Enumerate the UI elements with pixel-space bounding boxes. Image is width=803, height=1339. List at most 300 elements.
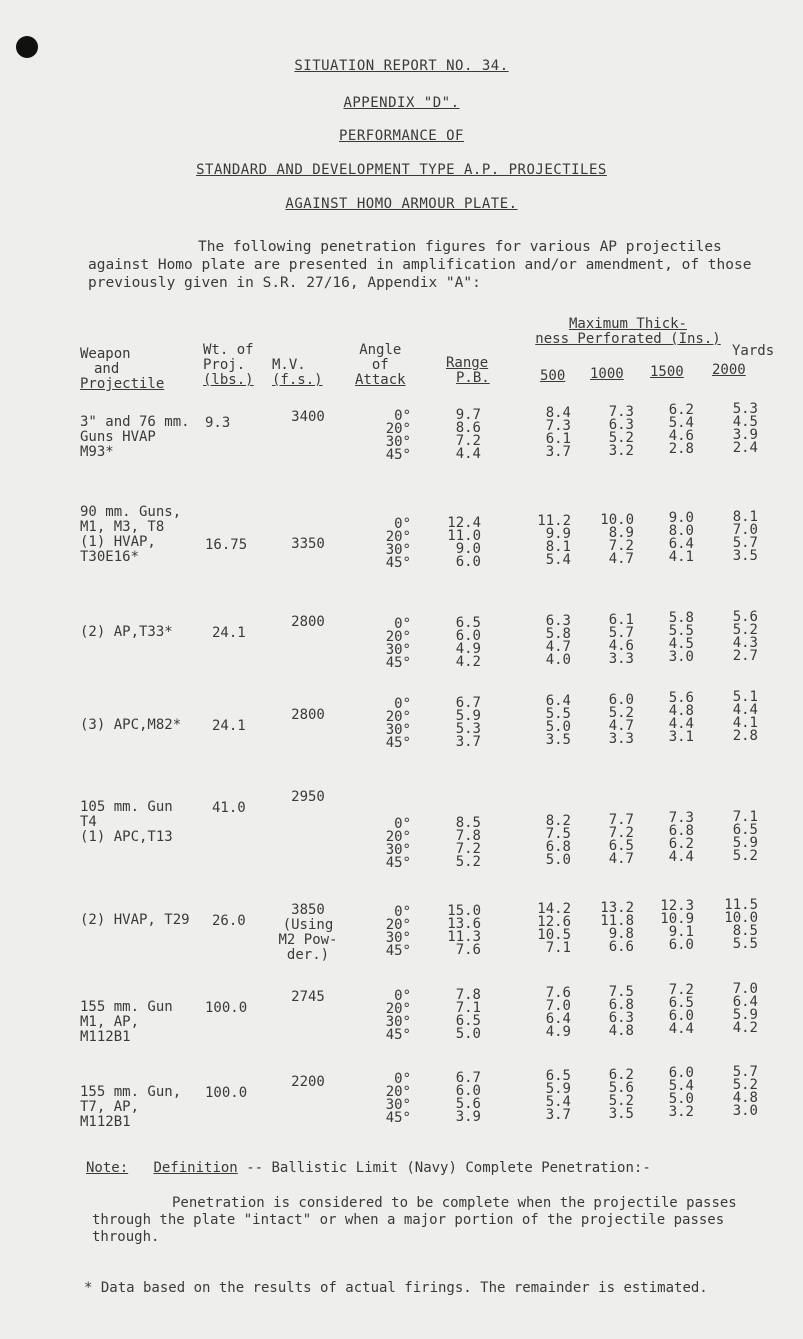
- pb-cell: 8.6: [455, 419, 481, 436]
- pb-cell: 5.6: [455, 1095, 481, 1112]
- angle-cell: 45°: [385, 943, 411, 959]
- y1000-column: [598, 899, 634, 955]
- weapon-line: (1) HVAP,: [80, 534, 156, 550]
- y2000-column: [722, 688, 758, 744]
- pb-cell: 5.0: [455, 1025, 481, 1042]
- y1500-cell: 3.0: [668, 649, 694, 665]
- angle-cell: 0°: [394, 988, 411, 1004]
- weight-cell: 26.0: [212, 913, 246, 929]
- velocity-line: 2800: [291, 707, 325, 723]
- angle-column: [375, 906, 411, 958]
- y500-cell: 4.0: [545, 652, 571, 668]
- y1500-cell: 9.0: [668, 510, 694, 526]
- angle-cell: 45°: [385, 855, 411, 871]
- y500-cell: 3.7: [545, 1107, 571, 1123]
- pb-column: [445, 694, 481, 750]
- velocity-line: 2950: [291, 789, 325, 805]
- y1000-cell: 4.7: [608, 717, 634, 734]
- y1000-cell: 13.2: [600, 899, 634, 916]
- header-500: 500: [540, 368, 566, 384]
- pb-column: [445, 814, 481, 870]
- y2000-cell: 2.8: [732, 727, 758, 744]
- weapon-cell: [80, 415, 220, 460]
- y2000-cell: 8.5: [732, 922, 758, 939]
- y2000-column: [722, 400, 758, 456]
- angle-cell: 30°: [385, 1014, 411, 1030]
- angle-cell: 30°: [385, 434, 411, 450]
- y1000-cell: 5.7: [608, 624, 634, 641]
- velocity-cell: [268, 990, 348, 1005]
- header-yards: Yards: [732, 343, 775, 359]
- y500-cell: 14.2: [537, 901, 571, 917]
- y500-cell: 7.6: [545, 985, 571, 1001]
- y2000-cell: 5.2: [732, 1076, 758, 1093]
- y500-column: [535, 903, 571, 955]
- y1500-cell: 4.8: [668, 703, 694, 719]
- y500-column: [535, 1070, 571, 1122]
- y2000-cell: 4.2: [732, 1019, 758, 1036]
- y2000-cell: 5.2: [732, 621, 758, 638]
- y1000-cell: 5.2: [608, 1092, 634, 1109]
- y2000-cell: 5.9: [732, 834, 758, 851]
- pb-cell: 8.5: [455, 814, 481, 831]
- velocity-line: 3350: [291, 536, 325, 552]
- y500-cell: 7.3: [545, 418, 571, 434]
- pb-column: [445, 986, 481, 1042]
- y1000-cell: 7.2: [608, 824, 634, 841]
- weight-cell: 100.0: [205, 1085, 248, 1101]
- pb-cell: 9.7: [455, 406, 481, 423]
- velocity-line: 3850: [291, 902, 325, 918]
- weapon-line: M112B1: [80, 1114, 131, 1130]
- weapon-line: M1, M3, T8: [80, 519, 165, 535]
- weight-cell: 16.75: [205, 537, 248, 553]
- y1500-cell: 2.8: [668, 441, 694, 457]
- angle-cell: 20°: [385, 529, 411, 545]
- angle-cell: 45°: [385, 447, 411, 463]
- angle-cell: 30°: [385, 642, 411, 658]
- y500-cell: 3.5: [545, 732, 571, 748]
- y1000-column: [598, 691, 634, 747]
- y2000-cell: 7.0: [732, 521, 758, 538]
- pb-cell: 4.2: [455, 653, 481, 670]
- y2000-cell: 3.5: [732, 547, 758, 564]
- angle-cell: 20°: [385, 917, 411, 933]
- weapon-line: M93*: [80, 444, 114, 460]
- angle-cell: 20°: [385, 629, 411, 645]
- pb-cell: 7.1: [455, 999, 481, 1016]
- y2000-cell: 4.1: [732, 714, 758, 731]
- y2000-column: [722, 608, 758, 664]
- y500-column: [535, 515, 571, 567]
- pb-cell: 6.0: [455, 1082, 481, 1099]
- y500-column: [535, 615, 571, 667]
- header-angle: Angle of Attack: [355, 342, 406, 388]
- weapon-line: 90 mm. Guns,: [80, 504, 182, 520]
- y500-cell: 12.6: [537, 914, 571, 930]
- y2000-column: [722, 896, 758, 952]
- y500-cell: 5.8: [545, 626, 571, 642]
- y500-cell: 7.5: [545, 826, 571, 842]
- report-title: SITUATION REPORT NO. 34.: [294, 58, 509, 74]
- note-body: Penetration is considered to be complete when the projectile passes through the plate "intact" or when a major portion of the projectile passes through.: [92, 1195, 737, 1245]
- pb-cell: 11.3: [447, 928, 481, 945]
- y1000-cell: 6.0: [608, 691, 634, 708]
- y2000-column: [722, 980, 758, 1036]
- angle-cell: 20°: [385, 709, 411, 725]
- y2000-cell: 6.4: [732, 993, 758, 1010]
- y1000-column: [598, 811, 634, 867]
- y1000-cell: 5.2: [608, 429, 634, 446]
- angle-cell: 0°: [394, 408, 411, 424]
- y1000-cell: 5.6: [608, 1079, 634, 1096]
- y1500-column: [658, 692, 694, 744]
- pb-cell: 7.2: [455, 840, 481, 857]
- velocity-cell: [268, 410, 348, 425]
- angle-column: [375, 410, 411, 462]
- angle-column: [375, 618, 411, 670]
- y1500-column: [658, 812, 694, 864]
- y500-cell: 7.0: [545, 998, 571, 1014]
- angle-cell: 30°: [385, 930, 411, 946]
- y1000-cell: 7.5: [608, 983, 634, 1000]
- note-line: Note: Definition -- Ballistic Limit (Navy) Complete Penetration:-: [86, 1160, 651, 1176]
- weapon-line: 155 mm. Gun,: [80, 1084, 182, 1100]
- y1000-cell: 4.6: [608, 637, 634, 654]
- y1500-cell: 5.6: [668, 690, 694, 706]
- y1000-cell: 4.7: [608, 850, 634, 867]
- y500-cell: 6.8: [545, 839, 571, 855]
- y500-cell: 10.5: [537, 927, 571, 943]
- y2000-cell: 7.1: [732, 808, 758, 825]
- y1000-column: [598, 1066, 634, 1122]
- y500-column: [535, 407, 571, 459]
- weapon-cell: [80, 913, 220, 928]
- appendix-title: APPENDIX "D".: [343, 95, 460, 111]
- weapon-cell: [80, 505, 220, 565]
- y1500-cell: 3.1: [668, 729, 694, 745]
- weight-cell: 24.1: [212, 625, 246, 641]
- y1000-cell: 8.9: [608, 524, 634, 541]
- y500-cell: 5.0: [545, 852, 571, 868]
- y500-cell: 6.1: [545, 431, 571, 447]
- header-range: Range P.B.: [446, 355, 490, 386]
- velocity-line: 2745: [291, 989, 325, 1005]
- y500-cell: 5.5: [545, 706, 571, 722]
- y1500-column: [658, 900, 694, 952]
- y1500-cell: 5.5: [668, 623, 694, 639]
- y1000-cell: 3.3: [608, 650, 634, 667]
- y1500-column: [658, 404, 694, 456]
- pb-cell: 5.2: [455, 853, 481, 870]
- y2000-cell: 6.5: [732, 821, 758, 838]
- pb-cell: 6.5: [455, 614, 481, 631]
- y2000-cell: 5.1: [732, 688, 758, 705]
- weapon-cell: [80, 1085, 220, 1130]
- y500-cell: 5.4: [545, 1094, 571, 1110]
- header-weight: Wt. of Proj. (lbs.): [203, 342, 254, 388]
- y2000-cell: 4.4: [732, 701, 758, 718]
- weapon-line: (2) HVAP, T29: [80, 912, 190, 928]
- y500-cell: 11.2: [537, 513, 571, 529]
- pb-cell: 15.0: [447, 902, 481, 919]
- pb-cell: 3.9: [455, 1108, 481, 1125]
- pb-cell: 13.6: [447, 915, 481, 932]
- weight-cell: 24.1: [212, 718, 246, 734]
- y1500-cell: 4.5: [668, 636, 694, 652]
- y1500-cell: 6.0: [668, 1008, 694, 1024]
- weapon-line: M1, AP,: [80, 1014, 140, 1030]
- y1500-column: [658, 984, 694, 1036]
- y1000-column: [598, 983, 634, 1039]
- angle-column: [375, 1073, 411, 1125]
- pb-column: [445, 1069, 481, 1125]
- y2000-column: [722, 808, 758, 864]
- header-max-thickness: Maximum Thick- ness Perforated (Ins.): [535, 316, 721, 347]
- angle-cell: 45°: [385, 655, 411, 671]
- angle-cell: 0°: [394, 904, 411, 920]
- angle-cell: 45°: [385, 735, 411, 751]
- y1000-cell: 11.8: [600, 912, 634, 929]
- weapon-line: (3) APC,M82*: [80, 717, 182, 733]
- title-line-3: AGAINST HOMO ARMOUR PLATE.: [285, 196, 518, 212]
- y2000-column: [722, 508, 758, 564]
- y1000-column: [598, 611, 634, 667]
- y500-cell: 4.7: [545, 639, 571, 655]
- y2000-cell: 4.3: [732, 634, 758, 651]
- y1500-cell: 5.8: [668, 610, 694, 626]
- y1500-cell: 8.0: [668, 523, 694, 539]
- pb-cell: 6.7: [455, 694, 481, 711]
- weight-cell: 41.0: [212, 800, 246, 816]
- angle-cell: 20°: [385, 1084, 411, 1100]
- y2000-cell: 5.6: [732, 608, 758, 625]
- y1500-cell: 5.0: [668, 1091, 694, 1107]
- pb-cell: 6.0: [455, 627, 481, 644]
- angle-cell: 0°: [394, 816, 411, 832]
- angle-cell: 45°: [385, 1110, 411, 1126]
- pb-column: [445, 614, 481, 670]
- y500-cell: 6.5: [545, 1068, 571, 1084]
- y500-cell: 6.3: [545, 613, 571, 629]
- velocity-line: 2200: [291, 1074, 325, 1090]
- y1000-cell: 10.0: [600, 511, 634, 528]
- angle-cell: 45°: [385, 555, 411, 571]
- y500-cell: 5.4: [545, 552, 571, 568]
- y1500-cell: 4.4: [668, 849, 694, 865]
- y1500-cell: 9.1: [668, 924, 694, 940]
- y1000-cell: 6.3: [608, 416, 634, 433]
- y2000-cell: 5.2: [732, 847, 758, 864]
- pb-cell: 5.9: [455, 707, 481, 724]
- pb-cell: 6.5: [455, 1012, 481, 1029]
- velocity-cell: [268, 1075, 348, 1090]
- pb-cell: 7.8: [455, 827, 481, 844]
- weight-cell: 9.3: [205, 415, 231, 431]
- y1500-cell: 5.4: [668, 415, 694, 431]
- angle-cell: 20°: [385, 421, 411, 437]
- weapon-line: 155 mm. Gun: [80, 999, 173, 1015]
- pb-cell: 6.0: [455, 553, 481, 570]
- velocity-line: 2800: [291, 614, 325, 630]
- y2000-cell: 5.5: [732, 935, 758, 952]
- y1500-cell: 6.2: [668, 402, 694, 418]
- angle-column: [375, 818, 411, 870]
- angle-column: [375, 698, 411, 750]
- y1000-cell: 6.2: [608, 1066, 634, 1083]
- footnote: * Data based on the results of actual firings. The remainder is estimated.: [84, 1280, 708, 1296]
- velocity-cell: [268, 537, 348, 552]
- intro-paragraph: The following penetration figures for various AP projectiles against Homo plate are presented in amplification and/or amendment, of those previously given in S.R. 27/16, Appendix "A":: [88, 239, 752, 291]
- y2000-cell: 5.7: [732, 534, 758, 551]
- velocity-cell: [268, 615, 348, 630]
- y500-cell: 3.7: [545, 444, 571, 460]
- angle-column: [375, 990, 411, 1042]
- angle-cell: 0°: [394, 616, 411, 632]
- pb-cell: 7.2: [455, 432, 481, 449]
- weapon-line: (1) APC,T13: [80, 829, 173, 845]
- y2000-cell: 5.3: [732, 400, 758, 417]
- y2000-cell: 5.9: [732, 1006, 758, 1023]
- weapon-line: (2) AP,T33*: [80, 624, 173, 640]
- y2000-cell: 5.7: [732, 1063, 758, 1080]
- title-line-2: STANDARD AND DEVELOPMENT TYPE A.P. PROJECTILES: [196, 162, 607, 178]
- velocity-cell: [268, 903, 348, 963]
- y500-cell: 5.0: [545, 719, 571, 735]
- header-2000: 2000: [712, 362, 746, 378]
- weapon-cell: [80, 800, 220, 845]
- y2000-cell: 4.5: [732, 413, 758, 430]
- y1000-cell: 6.8: [608, 996, 634, 1013]
- y500-column: [535, 695, 571, 747]
- weight-cell: 100.0: [205, 1000, 248, 1016]
- y1000-cell: 4.7: [608, 550, 634, 567]
- y2000-cell: 4.8: [732, 1089, 758, 1106]
- velocity-line: 3400: [291, 409, 325, 425]
- y500-cell: 6.4: [545, 693, 571, 709]
- angle-cell: 30°: [385, 542, 411, 558]
- y2000-cell: 7.0: [732, 980, 758, 997]
- weapon-cell: [80, 718, 220, 733]
- angle-column: [375, 518, 411, 570]
- weapon-line: T30E16*: [80, 549, 140, 565]
- pb-cell: 3.7: [455, 733, 481, 750]
- y1500-column: [658, 612, 694, 664]
- pb-column: [445, 514, 481, 570]
- y500-cell: 8.2: [545, 813, 571, 829]
- weapon-line: Guns HVAP: [80, 429, 156, 445]
- y1500-cell: 5.4: [668, 1078, 694, 1094]
- angle-cell: 0°: [394, 1071, 411, 1087]
- y1500-cell: 4.4: [668, 716, 694, 732]
- y1500-cell: 4.1: [668, 549, 694, 565]
- y1500-cell: 10.9: [660, 911, 694, 927]
- angle-cell: 20°: [385, 829, 411, 845]
- pb-column: [445, 902, 481, 958]
- y1500-cell: 7.3: [668, 810, 694, 826]
- y1500-cell: 6.5: [668, 995, 694, 1011]
- y1500-column: [658, 512, 694, 564]
- y2000-cell: 10.0: [724, 909, 758, 926]
- y2000-cell: 2.4: [732, 439, 758, 456]
- pb-cell: 11.0: [447, 527, 481, 544]
- y1000-column: [598, 403, 634, 459]
- y1500-column: [658, 1067, 694, 1119]
- weapon-line: 3" and 76 mm.: [80, 414, 190, 430]
- angle-cell: 30°: [385, 842, 411, 858]
- y1500-cell: 6.4: [668, 536, 694, 552]
- y500-column: [535, 987, 571, 1039]
- y1000-cell: 3.3: [608, 730, 634, 747]
- weapon-line: T4: [80, 814, 97, 830]
- y2000-cell: 3.9: [732, 426, 758, 443]
- y1000-cell: 3.5: [608, 1105, 634, 1122]
- y1000-cell: 7.2: [608, 537, 634, 554]
- velocity-line: M2 Pow-: [278, 932, 338, 948]
- y1500-cell: 6.2: [668, 836, 694, 852]
- y1500-cell: 6.8: [668, 823, 694, 839]
- y1500-cell: 6.0: [668, 1065, 694, 1081]
- weapon-line: M112B1: [80, 1029, 131, 1045]
- angle-cell: 30°: [385, 722, 411, 738]
- pb-cell: 5.3: [455, 720, 481, 737]
- velocity-cell: [268, 708, 348, 723]
- y1500-cell: 7.2: [668, 982, 694, 998]
- angle-cell: 0°: [394, 516, 411, 532]
- y1000-cell: 3.2: [608, 442, 634, 459]
- y500-cell: 7.1: [545, 940, 571, 956]
- pb-cell: 7.6: [455, 941, 481, 958]
- y1500-cell: 3.2: [668, 1104, 694, 1120]
- weapon-line: T7, AP,: [80, 1099, 140, 1115]
- velocity-line: (Using: [282, 917, 334, 933]
- y1000-cell: 6.5: [608, 837, 634, 854]
- pb-cell: 12.4: [447, 514, 481, 531]
- angle-cell: 30°: [385, 1097, 411, 1113]
- pb-cell: 9.0: [455, 540, 481, 557]
- y2000-column: [722, 1063, 758, 1119]
- y500-column: [535, 815, 571, 867]
- velocity-line: der.): [286, 947, 330, 963]
- weapon-cell: [80, 625, 220, 640]
- y500-cell: 8.4: [545, 405, 571, 421]
- pb-cell: 7.8: [455, 986, 481, 1003]
- y500-cell: 4.9: [545, 1024, 571, 1040]
- pb-cell: 4.4: [455, 445, 481, 462]
- header-velocity: M.V. (f.s.): [272, 357, 323, 388]
- y1000-cell: 6.1: [608, 611, 634, 628]
- y500-cell: 8.1: [545, 539, 571, 555]
- y1000-cell: 6.3: [608, 1009, 634, 1026]
- angle-cell: 45°: [385, 1027, 411, 1043]
- y1000-cell: 4.8: [608, 1022, 634, 1039]
- y2000-cell: 11.5: [724, 896, 758, 913]
- header-1000: 1000: [590, 366, 624, 382]
- y1000-cell: 7.7: [608, 811, 634, 828]
- y1500-cell: 4.6: [668, 428, 694, 444]
- punch-hole: [16, 36, 38, 58]
- title-line-1: PERFORMANCE OF: [338, 128, 464, 144]
- y1500-cell: 4.4: [668, 1021, 694, 1037]
- header-1500: 1500: [650, 364, 684, 380]
- y2000-cell: 2.7: [732, 647, 758, 664]
- angle-cell: 20°: [385, 1001, 411, 1017]
- y1000-column: [598, 511, 634, 567]
- velocity-cell: [268, 790, 348, 805]
- y1000-cell: 7.3: [608, 403, 634, 420]
- y500-cell: 6.4: [545, 1011, 571, 1027]
- pb-cell: 6.7: [455, 1069, 481, 1086]
